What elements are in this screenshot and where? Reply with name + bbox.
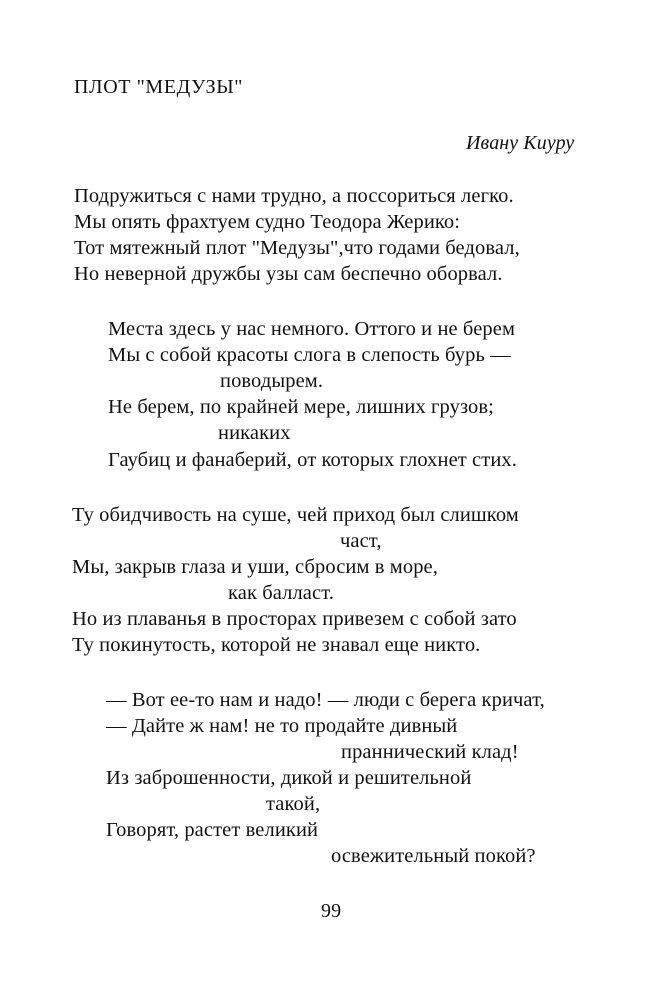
- poem-line: — Дайте ж нам! не то продайте дивный: [106, 715, 458, 737]
- poem-title: ПЛОТ "МЕДУЗЫ": [74, 76, 244, 98]
- poem-dedication: Ивану Киуру: [466, 132, 575, 154]
- poem-line: Ту обидчивость на суше, чей приход был слишком: [72, 504, 519, 526]
- poem-line: Места здесь у нас немного. Оттого и не берем: [108, 318, 516, 340]
- poem-line: праннический клад!: [341, 741, 519, 763]
- page-number: 99: [321, 900, 342, 922]
- poem-line: част,: [340, 530, 382, 552]
- poem-line: никаких: [218, 422, 291, 444]
- poem-line: Гаубиц и фанаберий, от которых глохнет стих.: [108, 449, 517, 471]
- poem-line: Но неверной дружбы узы сам беспечно оборвал.: [74, 263, 503, 285]
- poem-line: Не берем, по крайней мере, лишних грузов;: [108, 396, 494, 418]
- poem-line: освежительный покой?: [331, 845, 536, 867]
- poem-line: как балласт.: [228, 582, 334, 604]
- poem-line: Мы опять фрахтуем судно Теодора Жерико:: [74, 211, 461, 233]
- poem-line: Ту покинутость, которой не знавал еще никто.: [72, 634, 481, 656]
- poem-line: Говорят, растет великий: [106, 819, 319, 841]
- poem-line: Подружиться с нами трудно, а поссориться легко.: [74, 185, 514, 207]
- poem-line: поводырем.: [220, 370, 324, 392]
- poem-line: Мы с собой красоты слога в слепость бурь —: [108, 344, 511, 366]
- poem-line: — Вот ее-то нам и надо! — люди с берега кричат,: [106, 689, 545, 711]
- poem-line: такой,: [266, 793, 321, 815]
- poem-line: Из заброшенности, дикой и решительной: [106, 767, 472, 789]
- poem-line: Мы, закрыв глаза и уши, сбросим в море,: [72, 556, 438, 578]
- poem-line: Но из плаванья в просторах привезем с собой зато: [72, 608, 517, 630]
- poem-line: Тот мятежный плот "Медузы",что годами бедовал,: [74, 237, 520, 259]
